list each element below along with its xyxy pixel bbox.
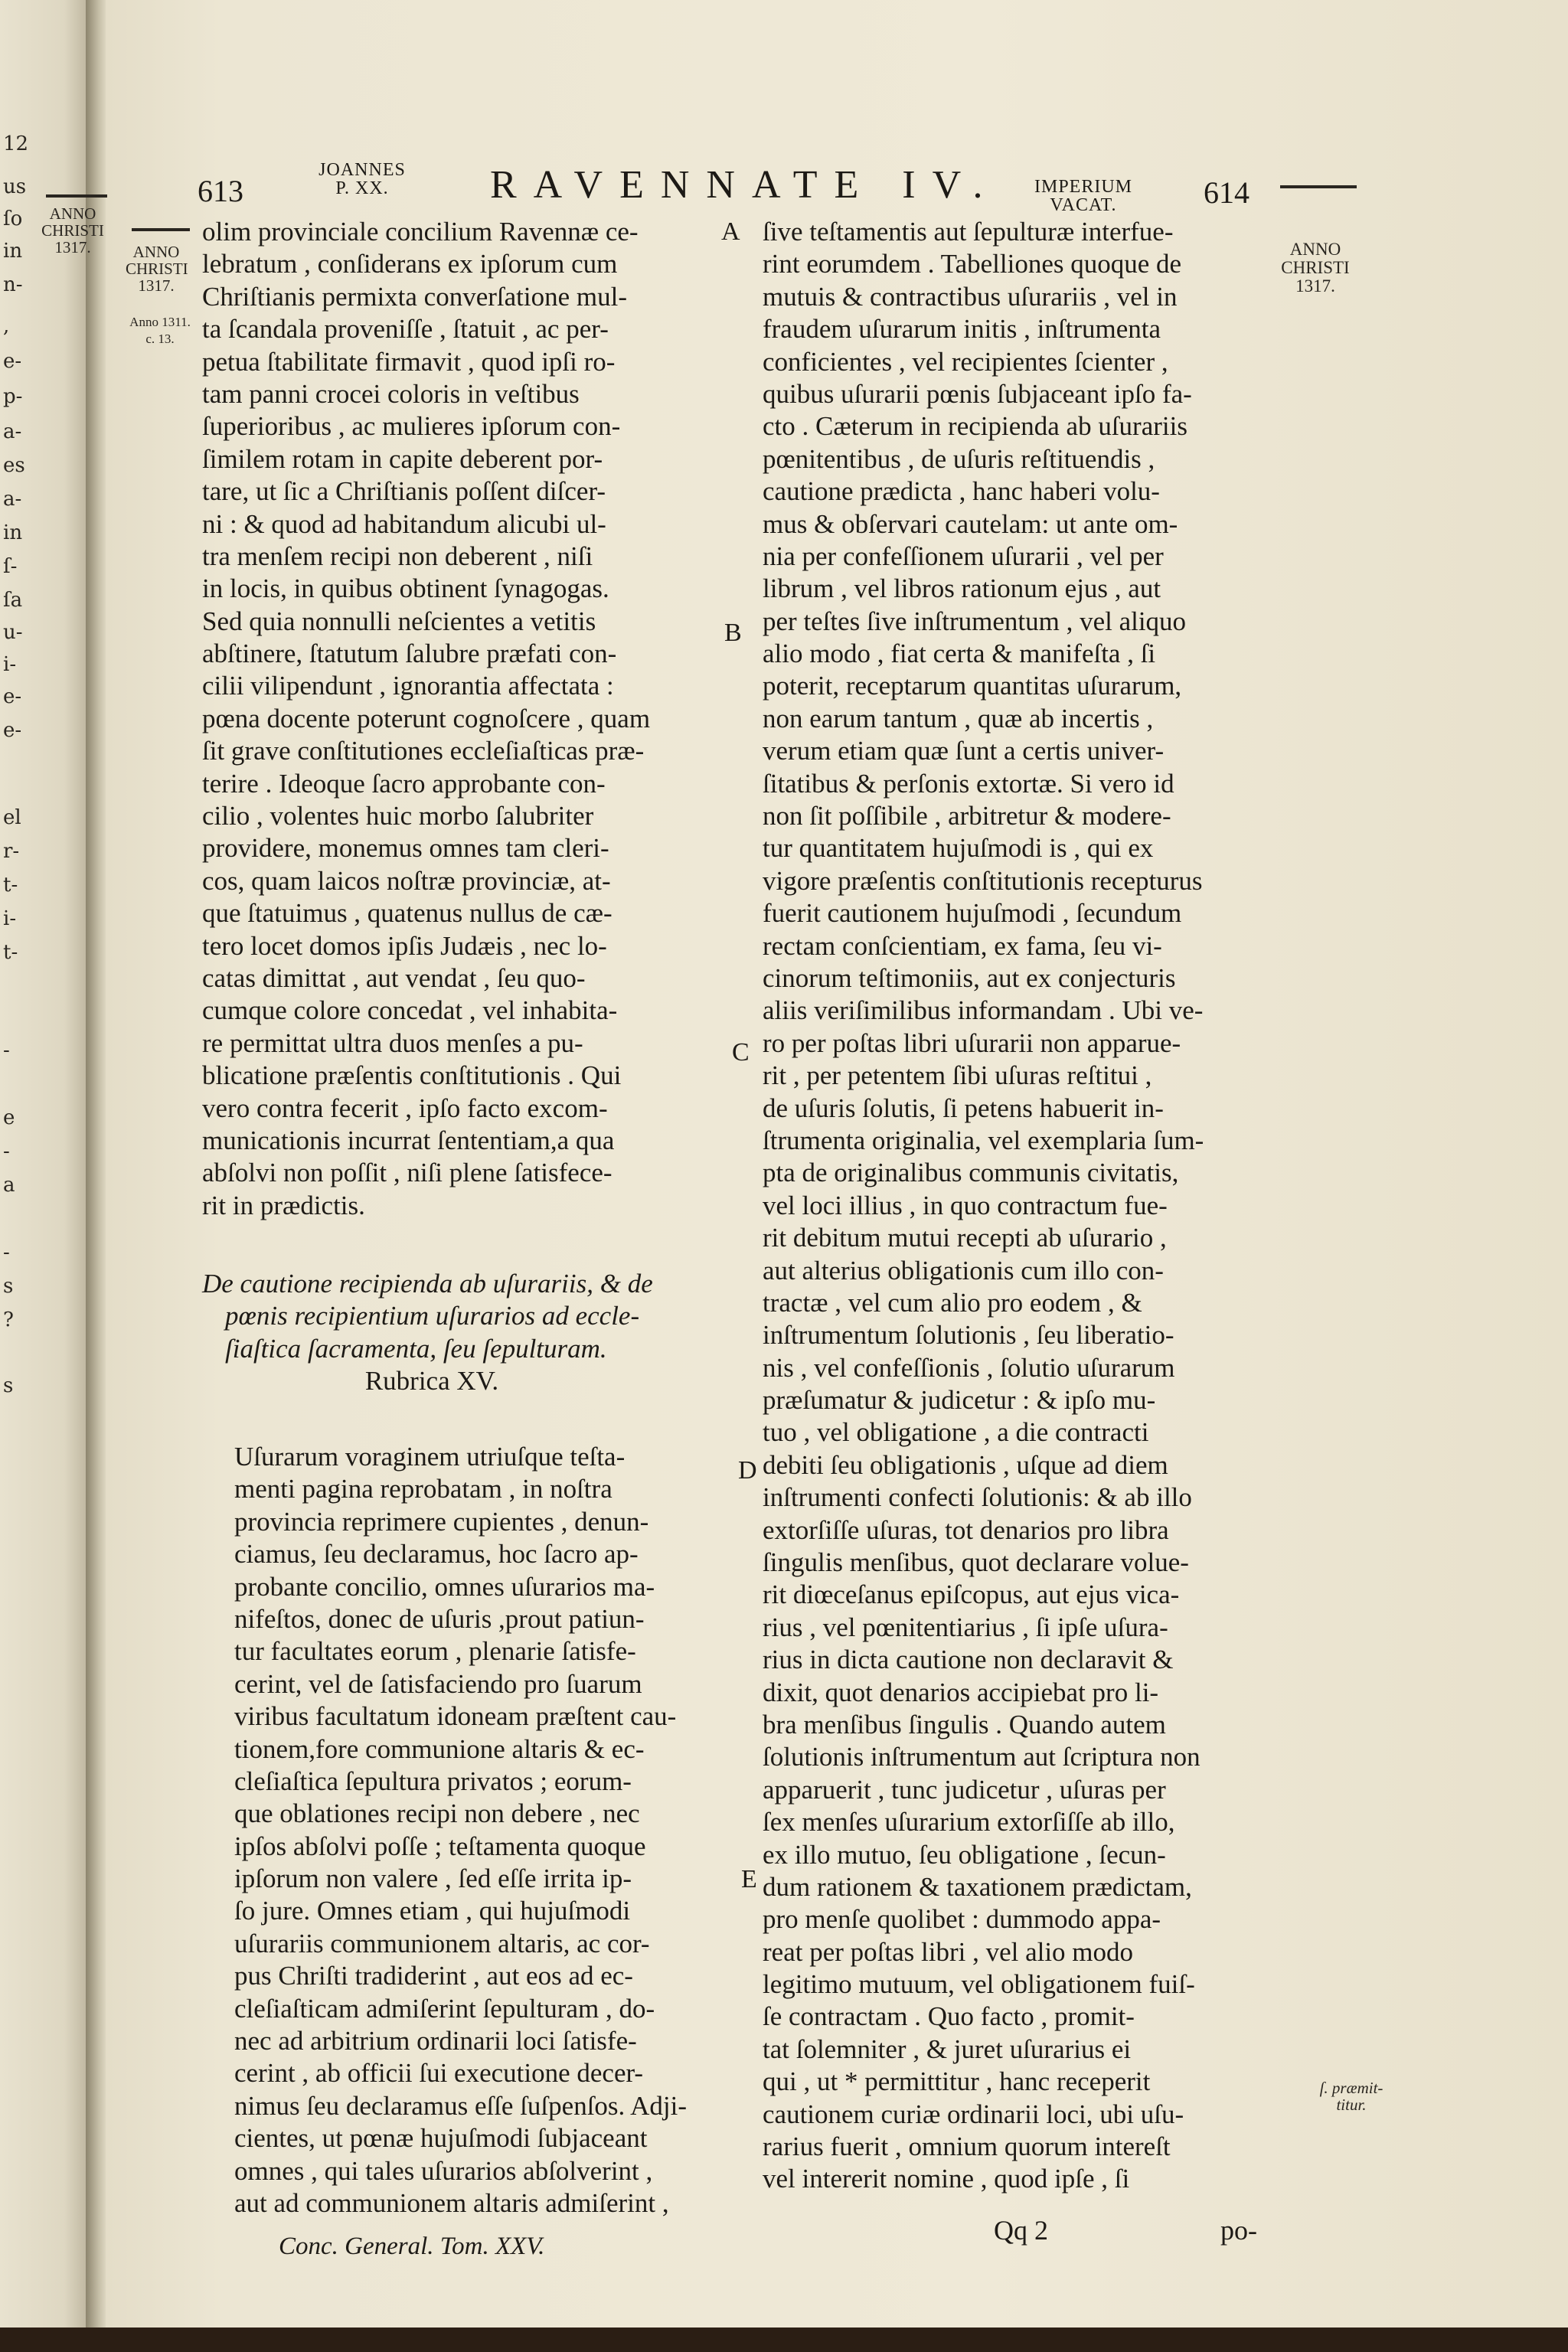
text-line: ipſos abſolvi poſſe ; teſtamenta quoque	[234, 1831, 646, 1861]
text-line: ſolutionis inſtrumentum aut ſcriptura non	[763, 1742, 1200, 1772]
text-line: bra menſibus ſingulis . Quando autem	[763, 1709, 1166, 1740]
left-page-fragment: t-	[3, 874, 18, 897]
right-column	[763, 216, 1283, 2196]
text-line: ſingulis menſibus, quot declarare volue-	[763, 1547, 1189, 1578]
previous-page-edge	[0, 0, 92, 2352]
margin-text: ſ. præmit-	[1319, 2079, 1383, 2097]
margin-text: ANNO	[49, 204, 96, 223]
catchword: po-	[1220, 2215, 1257, 2246]
text-line: rit diœceſanus epiſcopus, aut ejus vica-	[763, 1579, 1180, 1610]
margin-text: CHRISTI	[1281, 258, 1350, 277]
text-line: nis , vel confeſſionis , ſolutio uſurarum	[763, 1352, 1175, 1383]
text-line: Chriſtianis permixta converſatione mul-	[202, 281, 627, 312]
text-line: aliis veriſimilibus informandam . Ubi ve-	[763, 995, 1204, 1026]
left-page-fragment: us	[3, 175, 27, 198]
text-line: cos, quam laicos noſtræ provinciæ, at-	[202, 865, 611, 896]
text-line: pœna docente poterunt cognoſcere , quam	[202, 703, 651, 733]
text-line: in locis, in quibus obtinent ſynagogas.	[202, 573, 609, 604]
text-line: fraudem uſurarum initis , inſtrumenta	[763, 314, 1161, 345]
left-page-fragment: in	[3, 521, 23, 544]
imperium-line-2: VACAT.	[1050, 195, 1117, 215]
text-line: tra menſem recipi non deberent , niſi	[202, 541, 593, 571]
text-line: ciamus, ſeu declaramus, hoc ſacro ap-	[234, 1539, 639, 1570]
text-line: debiti ſeu obligationis , uſque ad diem	[763, 1449, 1168, 1480]
text-line: nec ad arbitrium ordinarii loci ſatisfe-	[234, 2026, 637, 2056]
left-page-fragment: ſ-	[3, 555, 18, 578]
text-line: cilio , volentes huic morbo ſalubriter	[202, 801, 594, 831]
text-line: ſive teſtamentis aut ſepulturæ interfue-	[763, 217, 1174, 247]
text-line: alio modo , fiat certa & manifeſta , ſi	[763, 639, 1156, 669]
margin-text: 1317.	[54, 238, 91, 256]
text-line: tare, ut ſic a Chriſtianis poſſent diſcer-	[202, 476, 606, 507]
margin-text: ANNO	[1289, 240, 1341, 259]
text-line: ipſorum non valere , ſed eſſe irrita ip-	[234, 1864, 632, 1894]
left-page-fragment: ſo	[3, 207, 23, 230]
rubric-label: Rubrica XV.	[364, 1366, 499, 1396]
text-line: cinorum teſtimoniis, aut ex conjecturis	[763, 962, 1176, 993]
text-line: abſolvi non poſſit , niſi plene ſatisfece-	[202, 1158, 612, 1188]
text-line: pœnitentibus , de uſuris reſtituendis ,	[763, 443, 1155, 474]
text-line: vero contra fecerit , ipſo facto excom-	[202, 1093, 608, 1123]
text-line: abſtinere, ſtatutum ſalubre præfati con-	[202, 639, 617, 669]
margin-anno-left-inner	[126, 243, 187, 294]
text-line: tionem,fore communione altaris & ec-	[234, 1733, 645, 1764]
text-line: cautione prædicta , hanc haberi volu-	[763, 476, 1160, 507]
text-line: vel intererit nomine , quod ipſe , ſi	[763, 2164, 1130, 2194]
text-line: tat ſolemniter , & juret uſurarius ei	[763, 2034, 1132, 2064]
text-line: aut ad communionem altaris admiſerint ,	[234, 2187, 669, 2218]
left-page-fragment: in	[3, 240, 23, 263]
text-line: tur facultates eorum , plenarie ſatisfe-	[234, 1636, 636, 1667]
text-line: cerint, vel de ſatisfaciendo pro ſuarum	[234, 1668, 642, 1699]
section-letter-c: C	[732, 1038, 750, 1067]
text-line: que oblationes recipi non debere , nec	[234, 1798, 640, 1829]
text-line: pta de originalibus communis civitatis,	[763, 1158, 1179, 1188]
text-line: tractæ , vel cum alio pro eodem , &	[763, 1287, 1142, 1318]
text-line: apparuerit , tunc judicetur , uſuras per	[763, 1774, 1166, 1805]
text-line: per teſtes ſive inſtrumentum , vel aliquo	[763, 606, 1187, 636]
text-line: ta ſcandala proveniſſe , ſtatuit , ac per-	[202, 314, 609, 345]
left-page-fragment: ?	[3, 1308, 14, 1331]
text-line: cientes, ut pœnæ hujuſmodi ſubjaceant	[234, 2123, 648, 2154]
margin-anno-left-outer	[38, 205, 107, 256]
text-line: terire . Ideoque ſacro approbante con-	[202, 768, 606, 799]
text-line: ſex menſes uſurarium extorſiſſe ab illo,	[763, 1807, 1175, 1838]
signature-mark: Qq 2	[994, 2215, 1048, 2246]
margin-text: titur.	[1336, 2096, 1367, 2114]
left-page-fragment: el	[3, 806, 21, 829]
rubric-title-line: pœnis recipientium uſurarios ad eccle-	[225, 1301, 640, 1331]
running-title: RAVENNATE IV.	[490, 163, 1000, 207]
text-line: Uſurarum voraginem utriuſque teſta-	[234, 1442, 626, 1472]
text-line: fuerit cautionem hujuſmodi , ſecundum	[763, 898, 1182, 929]
left-page-fragment: s	[3, 1275, 14, 1298]
margin-text: ANNO	[132, 243, 180, 261]
text-line: ro per poſtas libri uſurarii non apparue-	[763, 1027, 1181, 1058]
margin-anno-right	[1274, 240, 1357, 296]
text-line: nimus ſeu declaramus eſſe ſuſpenſos. Adji-	[234, 2090, 687, 2121]
text-line: rectam conſcientiam, ex fama, ſeu vi-	[763, 930, 1162, 961]
text-line: nifeſtos, donec de uſuris ,prout patiun-	[234, 1603, 645, 1634]
left-page-fragment: i-	[3, 907, 17, 930]
text-line: cleſiaſticam admiſerint ſepulturam , do-	[234, 1993, 655, 2024]
left-column-part-two	[234, 1441, 732, 2220]
text-line: viribus facultatum idoneam præſtent cau-	[234, 1701, 677, 1732]
text-line: mus & obſervari cautelam: ut ante om-	[763, 508, 1178, 539]
text-line: ſit grave conſtitutiones eccleſiaſticas præ-	[202, 736, 645, 766]
text-line: tur quantitatem hujuſmodi is , qui ex	[763, 833, 1154, 864]
text-line: reat per poſtas libri , vel alio modo	[763, 1936, 1134, 1967]
left-page-fragment: 12	[3, 132, 29, 155]
text-line: re permittat ultra duos menſes a pu-	[202, 1027, 583, 1058]
margin-note-premittitur	[1302, 2079, 1401, 2113]
text-line: non ſit poſſibile , arbitretur & modere-	[763, 801, 1171, 831]
text-line: cumque colore concedat , vel inhabita-	[202, 995, 618, 1026]
text-line: quibus uſurarii pœnis ſubjaceant ipſo fa-	[763, 378, 1192, 409]
text-line: inſtrumenti confecti ſolutionis: & ab illo	[763, 1482, 1192, 1513]
left-page-fragment: a-	[3, 420, 22, 443]
text-line: dixit, quot denarios accipiebat pro li-	[763, 1677, 1159, 1707]
section-letter-a: A	[721, 217, 740, 246]
text-line: catas dimittat , aut vendat , ſeu quo-	[202, 962, 586, 993]
rubric-title-line: ſiaſtica ſacramenta, ſeu ſepulturam.	[225, 1333, 607, 1364]
text-line: cerint , ab officii ſui executione decer-	[234, 2058, 644, 2089]
text-line: olim provinciale concilium Ravennæ ce-	[202, 217, 639, 247]
left-page-fragment: p-	[3, 385, 23, 408]
page-number-right: 614	[1204, 175, 1250, 210]
text-line: petua ſtabilitate firmavit , quod ipſi ro-	[202, 346, 616, 377]
left-page-fragment: n-	[3, 273, 23, 296]
author-header	[312, 161, 412, 198]
text-line: aut alterius obligationis cum illo con-	[763, 1255, 1164, 1285]
section-letter-e: E	[741, 1865, 757, 1893]
section-letter-b: B	[724, 619, 742, 647]
margin-text: c. 13.	[145, 332, 175, 346]
text-line: ſe contractam . Quo facto , promit-	[763, 2001, 1135, 2032]
margin-text: CHRISTI	[41, 221, 104, 240]
margin-text: Anno 1311.	[129, 315, 191, 329]
text-line: tuo , vel obligatione , a die contracti	[763, 1417, 1149, 1448]
text-line: nia per confeſſionem uſurarii , vel per	[763, 541, 1164, 571]
text-line: Sed quia nonnulli neſcientes a vetitis	[202, 606, 596, 636]
text-line: vigore præſentis conſtitutionis recepturus	[763, 865, 1203, 896]
text-line: cautionem curiæ ordinarii loci, ubi uſu-	[763, 2099, 1184, 2129]
text-line: lebratum , conſiderans ex ipſorum cum	[202, 249, 618, 279]
text-line: extorſiſſe uſuras, tot denarios pro libra	[763, 1514, 1169, 1545]
text-line: probante concilio, omnes uſurarios ma-	[234, 1571, 655, 1602]
imperium-header	[1018, 178, 1148, 214]
text-line: cto . Cæterum in recipienda ab uſurariis	[763, 411, 1187, 442]
rubric-block	[202, 1268, 723, 1398]
text-line: uſurariis communionem altaris, ac cor-	[234, 1928, 650, 1958]
text-line: ſtrumenta originalia, vel exemplaria ſum-	[763, 1125, 1204, 1155]
left-page-fragment: t-	[3, 941, 18, 964]
left-page-fragment: -	[3, 1241, 10, 1264]
text-line: menti pagina reprobatam , in noſtra	[234, 1474, 612, 1504]
text-line: rarius fuerit , omnium quorum intereſt	[763, 2132, 1171, 2162]
text-line: præſumatur & judicetur : & ipſo mu-	[763, 1385, 1156, 1416]
text-line: municationis incurrat ſententiam,a qua	[202, 1125, 615, 1155]
left-page-fragment: ſa	[3, 589, 23, 612]
imperium-line-1: IMPERIUM	[1034, 177, 1132, 197]
text-line: conficientes , vel recipientes ſcienter ,	[763, 346, 1168, 377]
margin-ref-left	[126, 314, 194, 348]
left-page-fragment: s	[3, 1374, 14, 1397]
left-page-fragment: ,	[3, 315, 10, 338]
margin-rule	[132, 228, 190, 231]
text-line: inſtrumentum ſolutionis , ſeu liberatio-	[763, 1320, 1174, 1351]
text-line: cilii vilipendunt , ignorantia affectata :	[202, 671, 614, 701]
text-line: rius in dicta cautione non declaravit &	[763, 1645, 1174, 1675]
left-page-fragment: e-	[3, 350, 22, 373]
text-line: vel loci illius , in quo contractum fue-	[763, 1190, 1168, 1220]
margin-text: CHRISTI	[126, 260, 188, 278]
text-line: ni : & quod ad habitandum alicubi ul-	[202, 508, 606, 539]
left-page-fragment: -	[3, 1039, 10, 1062]
text-line: tero locet domos ipſis Judæis , nec lo-	[202, 930, 607, 961]
table-surface	[0, 2328, 1568, 2352]
text-line: mutuis & contractibus uſurariis , vel in	[763, 281, 1178, 312]
text-line: ſuperioribus , ac mulieres ipſorum con-	[202, 411, 621, 442]
left-page-fragment: e-	[3, 719, 22, 742]
margin-text: 1317.	[138, 276, 175, 295]
text-line: rit , per petentem ſibi uſuras reſtitui ,	[763, 1060, 1152, 1091]
left-page-fragment: r-	[3, 840, 20, 863]
left-page-fragment: a-	[3, 488, 22, 511]
text-line: provincia reprimere cupientes , denun-	[234, 1506, 649, 1537]
text-line: verum etiam quæ ſunt a certis univer-	[763, 736, 1165, 766]
footer-volume: Conc. General. Tom. XXV.	[279, 2233, 545, 2260]
text-line: rius , vel pœnitentiarius , ſi ipſe uſura-	[763, 1612, 1168, 1642]
left-page-fragment: e-	[3, 685, 22, 708]
margin-rule	[46, 194, 107, 198]
left-page-fragment: i-	[3, 653, 17, 676]
text-line: blicatione præſentis conſtitutionis . Qui	[202, 1060, 622, 1091]
text-line: ſo jure. Omnes etiam , qui hujuſmodi	[234, 1896, 631, 1926]
left-page-fragment: es	[3, 454, 25, 477]
left-page-fragment: e	[3, 1106, 15, 1129]
left-page-fragment: -	[3, 1140, 10, 1163]
text-line: qui , ut * permittitur , hanc receperit	[763, 2066, 1151, 2097]
text-line: legitimo mutuum, vel obligationem fuiſ-	[763, 1969, 1195, 2000]
text-line: de uſuris ſolutis, ſi petens habuerit in-	[763, 1093, 1164, 1123]
text-line: non earum tantum , quæ ab incertis ,	[763, 703, 1154, 733]
text-line: librum , vel libros rationum ejus , aut	[763, 573, 1161, 604]
text-line: providere, monemus omnes tam cleri-	[202, 833, 609, 864]
text-line: pro menſe quolibet : dummodo appa-	[763, 1904, 1161, 1935]
text-line: ſitatibus & perſonis extortæ. Si vero id	[763, 768, 1174, 799]
left-column	[202, 216, 723, 1222]
left-page-fragment: a	[3, 1174, 15, 1197]
author-line-2: P. XX.	[335, 178, 389, 198]
rubric-title-line: De cautione recipienda ab uſurariis, & de	[202, 1269, 653, 1298]
section-letter-d: D	[738, 1456, 757, 1485]
text-line: rint eorumdem . Tabelliones quoque de	[763, 249, 1182, 279]
text-line: ex illo mutuo, ſeu obligatione , ſecun-	[763, 1839, 1166, 1870]
text-line: pus Chriſti tradiderint , aut eos ad ec-	[234, 1961, 633, 1991]
page-number-left: 613	[198, 174, 243, 208]
text-line: tam panni crocei coloris in veſtibus	[202, 378, 580, 409]
text-line: dum rationem & taxationem prædictam,	[763, 1871, 1192, 1902]
text-line: poterit, receptarum quantitas uſurarum,	[763, 671, 1182, 701]
text-line: rit in prædictis.	[202, 1190, 365, 1220]
text-line: ſimilem rotam in capite deberent por-	[202, 443, 603, 474]
author-line-1: JOANNES	[318, 160, 406, 180]
left-page-fragment: u-	[3, 621, 23, 644]
text-line: omnes , qui tales uſurarios abſolverint ,	[234, 2155, 653, 2186]
margin-rule	[1280, 185, 1357, 188]
margin-text: 1317.	[1295, 276, 1335, 296]
text-line: que ſtatuimus , quatenus nullus de cæ-	[202, 898, 612, 929]
text-line: rit debitum mutui recepti ab uſurario ,	[763, 1223, 1167, 1253]
text-line: cleſiaſtica ſepultura privatos ; eorum-	[234, 1766, 632, 1796]
